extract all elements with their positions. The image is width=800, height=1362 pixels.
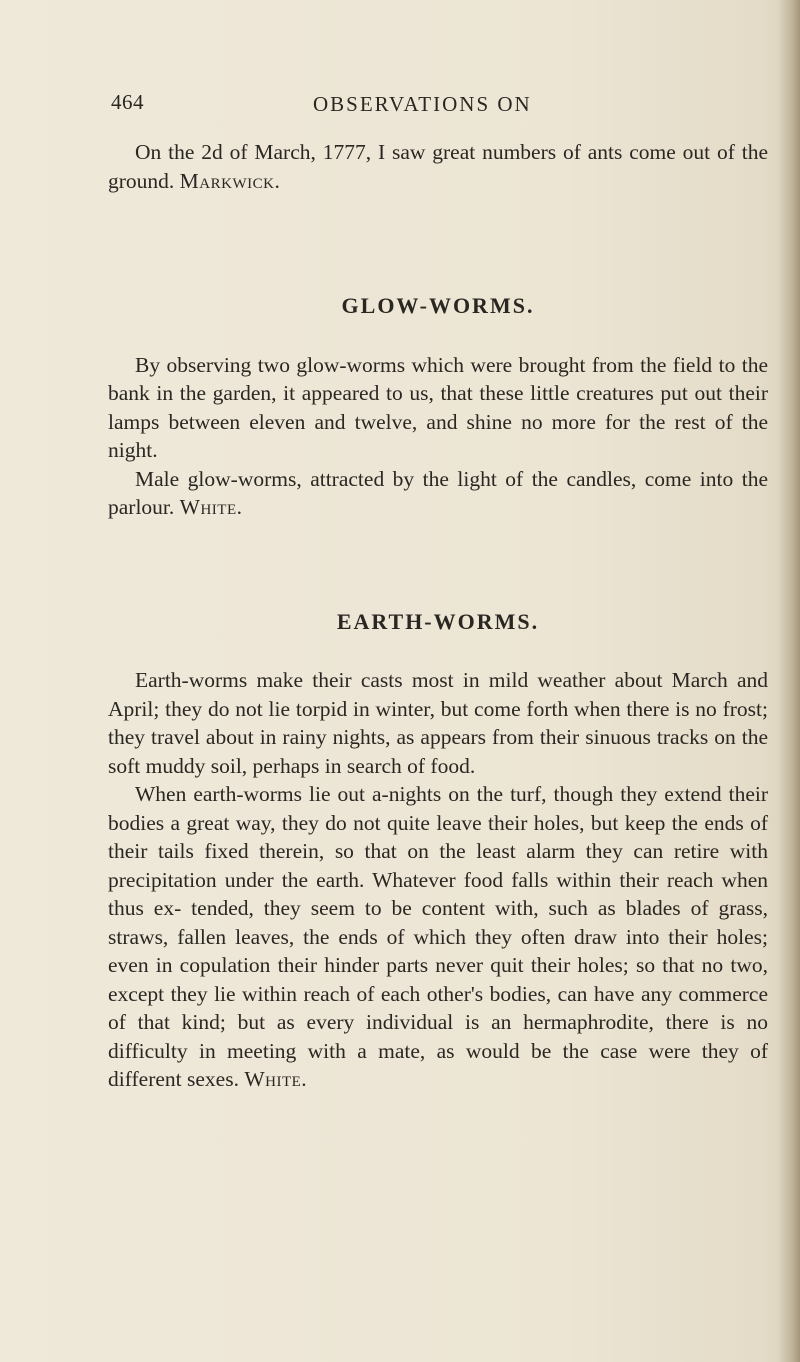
running-title: OBSERVATIONS ON [313,92,532,116]
glow-worms-text-2: Male glow-worms, attracted by the light of the candles, come into the parlour. [108,466,768,519]
page-number: 464 [111,90,144,114]
glow-worms-signature: White. [179,495,243,519]
ants-paragraph [108,138,768,195]
earth-worms-paragraph-2 [108,780,768,1094]
earth-worms-text-2: When earth-worms lie out a-nights on the turf, though they extend their bodies a great way, they do not quite leave their holes, but keep the ends of their tails fixed therein, so that on the least alarm they can retire with precipitation under the earth. Whatever food falls within their reach when thus ex- tended, they seem to be content with, such as blades of grass, straws, fallen leaves, the ends of which they often draw into their holes; even in copulation their hinder parts never quit their holes; so that no two, except they lie within reach of each other's bodies, can have any commerce of that kind; but as every individual is an hermaphrodite, there is no difficulty in meeting with a mate, as would be the case were they of different sexes. [108,782,768,1091]
ants-text: On the 2d of March, 1777, I saw great numbers of ants come out of the ground. [108,140,768,193]
earth-worms-signature: White. [244,1067,308,1091]
earth-worms-heading: EARTH-WORMS. [336,608,540,634]
glow-worms-paragraph-2 [108,465,768,522]
earth-worms-paragraph-1: Earth-worms make their casts most in mild weather about March and April; they do not lie torpid in winter, but come forth when there is no frost; they travel about in rainy nights, as appears from their sinuous tracks on the soft muddy soil, perhaps in search of food. [108,668,768,778]
ants-signature: Markwick. [179,168,281,193]
text-block [108,138,768,1094]
running-head [0,84,800,128]
glow-worms-paragraph-1: By observing two glow-worms which were brought from the field to the bank in the garden, it appeared to us, that these little creatures put out their lamps between eleven and twelve, and shine no more for the rest of the night. [108,352,768,462]
glow-worms-heading: GLOW-WORMS. [341,293,535,318]
page-edge-shadow [778,0,800,1362]
